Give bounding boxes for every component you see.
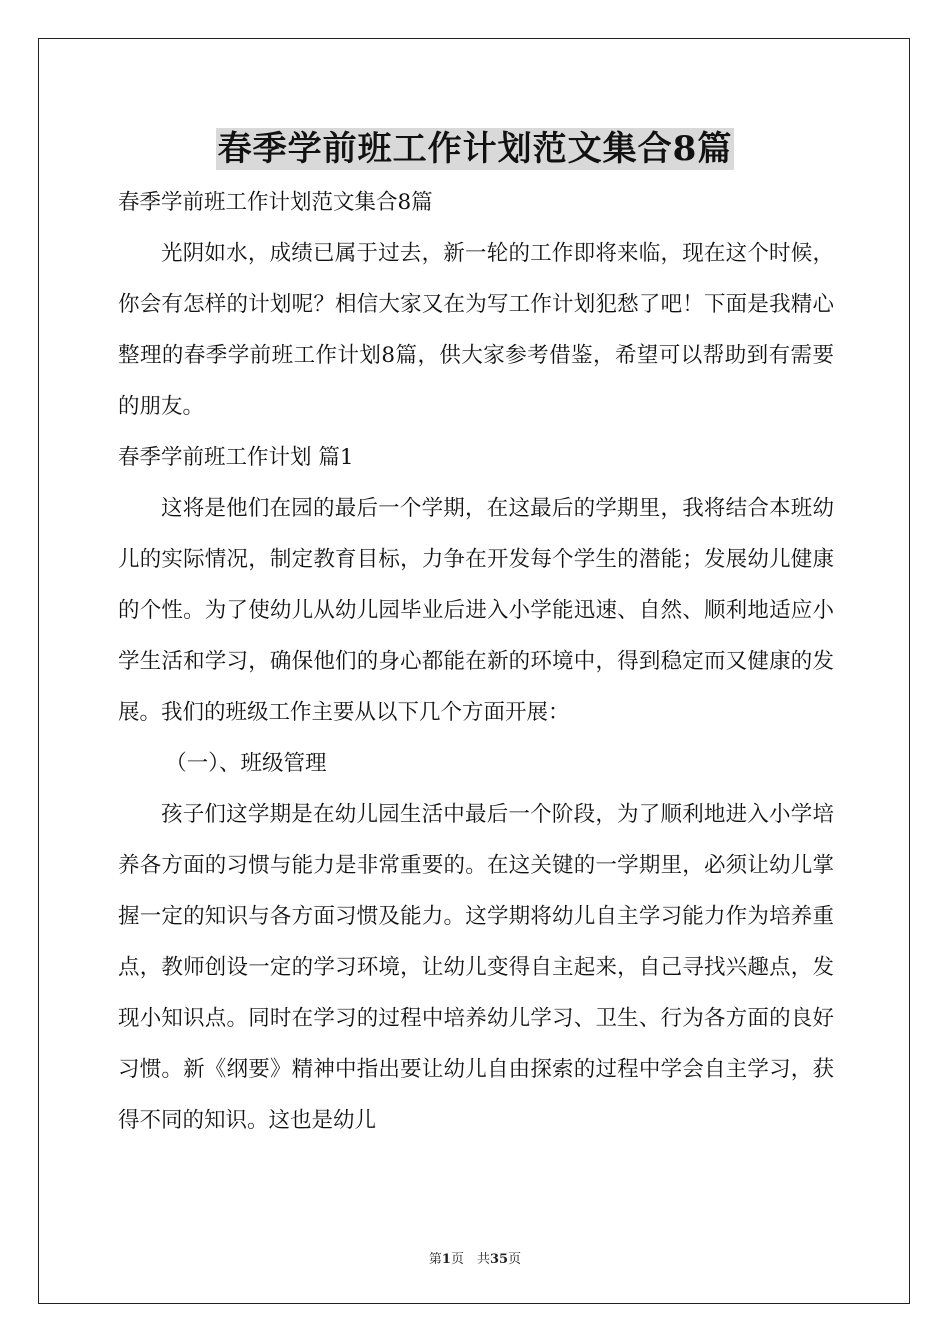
body-paragraph: 孩子们这学期是在幼儿园生活中最后一个阶段，为了顺利地进入小学培养各方面的习惯与能力是非常重要的。在这关键的一学期里，必须让幼儿掌握一定的知识与各方面习惯及能力。这学期将幼儿自主学习能力作为培养重点，教师创设一定的学习环境，让幼儿变得自主起来，自己寻找兴趣点，发现小知识点。同时在学习的过程中培养幼儿学习、卫生、行为各方面的良好习惯。新《纲要》精神中指出要让幼儿自由探索的过程中学会自主学习，获得不同的知识。这也是幼儿 [118, 802, 834, 1133]
total-pages: 35 [489, 1252, 509, 1267]
subsection-heading: （一）、班级管理 [165, 751, 327, 776]
intro-paragraph: 光阴如水，成绩已属于过去，新一轮的工作即将来临，现在这个时候，你会有怎样的计划呢？相信大家又在为写工作计划犯愁了吧！下面是我精心整理的春季学前班工作计划8篇，供大家参考借鉴，希望可以帮助到有需要的朋友。 [118, 241, 834, 419]
document-title: 春季学前班工作计划范文集合8篇 [217, 129, 733, 169]
page-footer [0, 1248, 950, 1267]
document-body [118, 177, 834, 1146]
page-prefix: 第 [428, 1252, 442, 1267]
document-subtitle: 春季学前班工作计划范文集合8篇 [118, 190, 433, 215]
body-paragraph: 这将是他们在园的最后一个学期，在这最后的学期里，我将结合本班幼儿的实际情况，制定教育目标，力争在开发每个学生的潜能；发展幼儿健康的个性。为了使幼儿从幼儿园毕业后进入小学能迅速、自然、顺利地适应小学生活和学习，确保他们的身心都能在新的环境中，得到稳定而又健康的发展。我们的班级工作主要从以下几个方面开展： [118, 496, 834, 725]
page-mid: 页 共 [450, 1252, 490, 1267]
section-heading: 春季学前班工作计划 篇1 [118, 445, 354, 470]
current-page-number: 1 [441, 1252, 451, 1267]
page-suffix: 页 [508, 1252, 522, 1267]
title-area [0, 128, 950, 170]
